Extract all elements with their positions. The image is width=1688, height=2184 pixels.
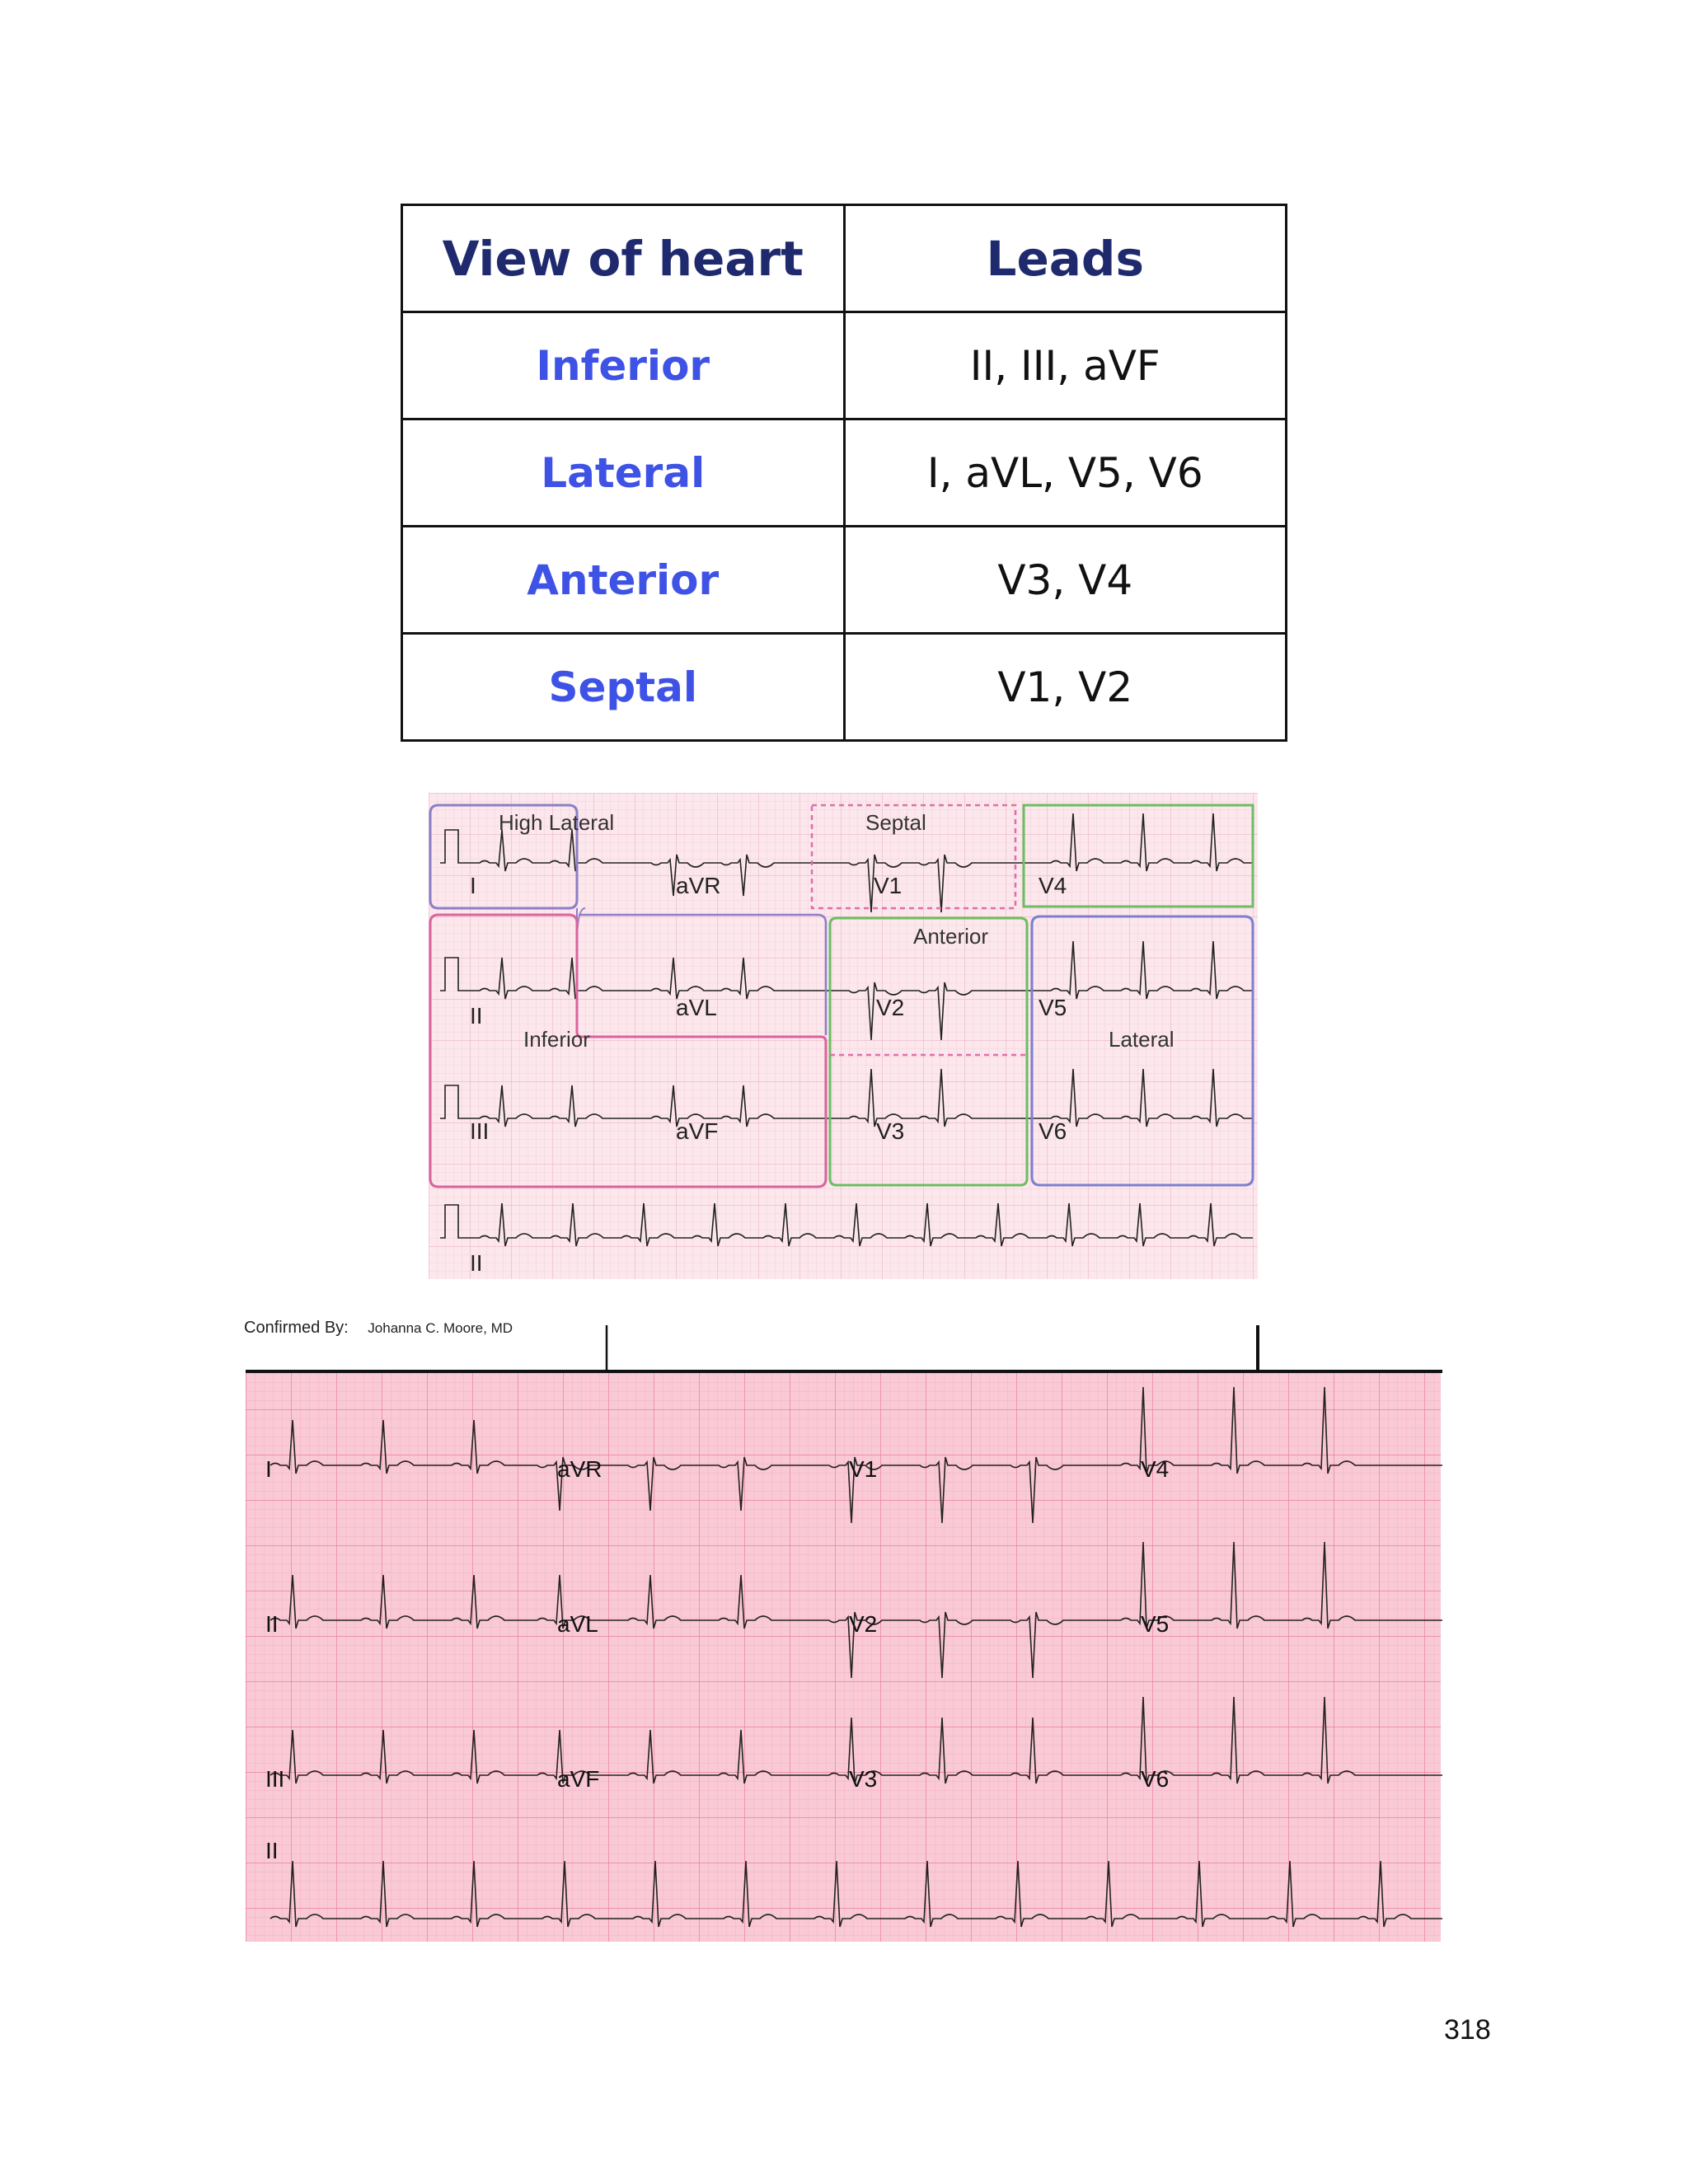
- lead-label-v4: V4: [1039, 873, 1067, 898]
- lead-label-v6: V6: [1039, 1118, 1067, 1144]
- group-label-lateral: Lateral: [1109, 1027, 1175, 1052]
- lead-label-iii: III: [470, 1118, 490, 1144]
- lead-label-v1: V1: [874, 873, 903, 898]
- lead-label-v3: V3: [876, 1118, 905, 1144]
- lead-label-avr: aVR: [676, 873, 721, 898]
- table-header-row: [402, 205, 1287, 312]
- ecg-12-lead-tracing: [246, 1319, 1442, 1942]
- page-number: 318: [1444, 2014, 1491, 2046]
- lead-label-v5: V5: [1141, 1611, 1170, 1637]
- lead-label-ii: II: [265, 1611, 279, 1637]
- view-cell: Septal: [402, 634, 845, 741]
- ecg2-grid: [246, 1371, 1441, 1942]
- confirmed-by: [244, 1319, 513, 1338]
- table-row: [402, 312, 1287, 419]
- group-label-anterior: Anterior: [913, 924, 989, 949]
- lead-label-avr: aVR: [557, 1456, 603, 1482]
- leads-cell: I, aVL, V5, V6: [844, 419, 1287, 527]
- confirmed-by-name: Johanna C. Moore, MD: [368, 1320, 513, 1336]
- header-view-of-heart: View of heart: [402, 205, 845, 312]
- lead-table: [401, 204, 1287, 742]
- table-row: [402, 419, 1287, 527]
- view-cell: Inferior: [402, 312, 845, 419]
- header-leads: Leads: [844, 205, 1287, 312]
- lead-label-v2: V2: [876, 995, 905, 1020]
- group-label-inferior: Inferior: [523, 1027, 590, 1052]
- lead-label-iii: III: [265, 1766, 285, 1792]
- leads-cell: V1, V2: [844, 634, 1287, 741]
- leads-cell: V3, V4: [844, 527, 1287, 634]
- group-label-high-lateral: High Lateral: [499, 810, 615, 835]
- lead-label-rhythm-ii: II: [470, 1250, 483, 1276]
- lead-label-v6: V6: [1141, 1766, 1170, 1792]
- lead-label-ii: II: [470, 1003, 483, 1029]
- confirmed-by-label: Confirmed By:: [244, 1319, 349, 1337]
- lead-label-avf: aVF: [676, 1118, 719, 1144]
- lead-label-avl: aVL: [676, 995, 717, 1020]
- lead-label-rhythm-ii: II: [265, 1838, 279, 1863]
- table-row: [402, 634, 1287, 741]
- lead-label-v5: V5: [1039, 995, 1067, 1020]
- lead-label-i: I: [265, 1456, 272, 1482]
- lead-label-avl: aVL: [557, 1611, 598, 1637]
- table-row: [402, 527, 1287, 634]
- group-label-septal: Septal: [865, 810, 926, 835]
- view-cell: Lateral: [402, 419, 845, 527]
- lead-label-v2: V2: [849, 1611, 878, 1637]
- lead-label-i: I: [470, 873, 476, 898]
- lead-label-v3: V3: [849, 1766, 878, 1792]
- lead-label-avf: aVF: [557, 1766, 600, 1792]
- view-cell: Anterior: [402, 527, 845, 634]
- lead-label-v4: V4: [1141, 1456, 1170, 1482]
- leads-cell: II, III, aVF: [844, 312, 1287, 419]
- lead-label-v1: V1: [849, 1456, 878, 1482]
- ecg-lead-groups-figure: [429, 793, 1258, 1279]
